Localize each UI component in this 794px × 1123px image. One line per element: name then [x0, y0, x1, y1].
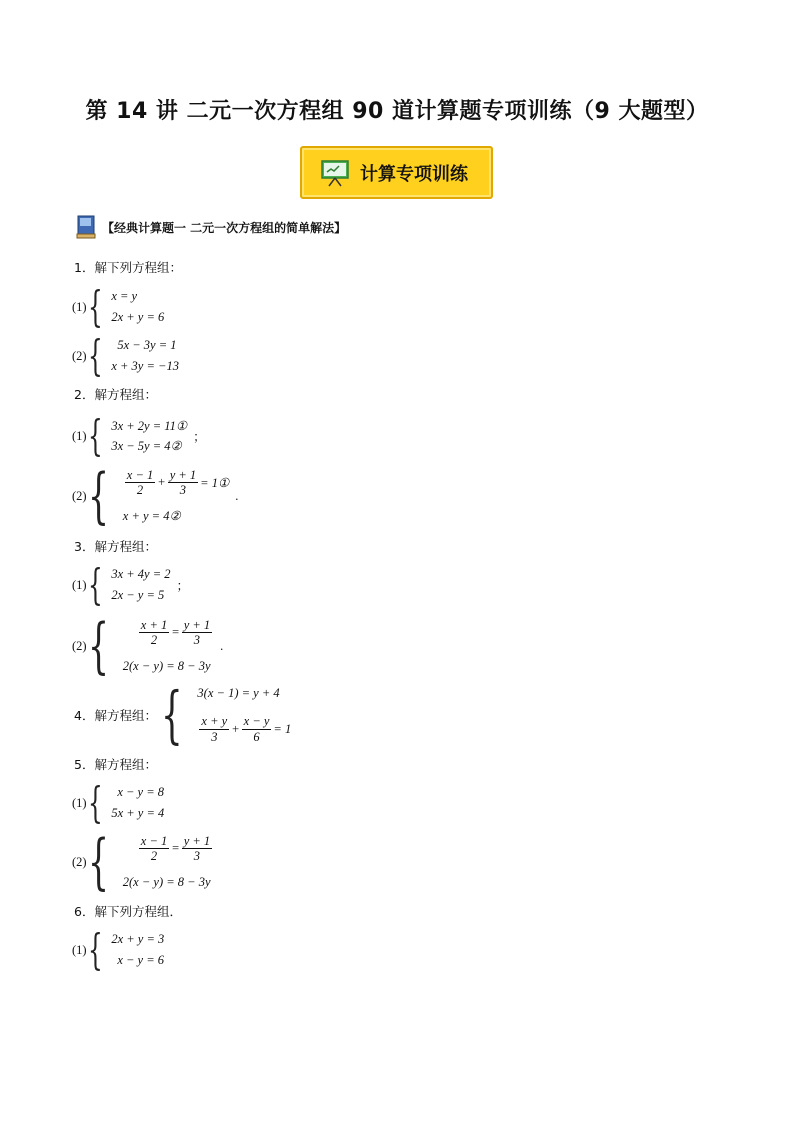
fraction-numerator: x + 1 — [140, 618, 168, 632]
section-title: 【经典计算题一 二元一次方程组的简单解法】 — [102, 220, 347, 235]
fraction-numerator: y + 1 — [183, 618, 211, 632]
equation-line: 3x + 4y = 2 — [111, 567, 171, 581]
banner-label: 计算专项训练 — [360, 163, 468, 185]
system-q3-1 — [72, 560, 190, 609]
equation-line: x − y = 6 — [117, 953, 165, 967]
question-6-stem: 6．解下列方程组． — [74, 904, 182, 919]
plus-sign: + — [157, 475, 166, 490]
equation-line: 2(x − y) = 8 − 3y — [122, 659, 211, 673]
question-5-stem: 5．解方程组： — [74, 757, 157, 772]
question-2-stem: 2．解方程组： — [74, 387, 157, 402]
equation-line: x + 3y = −13 — [111, 359, 179, 373]
system-label: (1) — [72, 942, 87, 957]
equation-line: 5x + y = 4 — [111, 806, 165, 820]
plus-sign: + — [231, 721, 240, 736]
fraction — [199, 714, 229, 744]
brace-symbol: { — [87, 827, 109, 897]
system-label: (2) — [72, 488, 87, 503]
fraction-denominator: 3 — [211, 729, 218, 744]
fraction-numerator: x − y — [243, 714, 270, 729]
section-heading — [74, 214, 346, 240]
system-q4 — [74, 678, 292, 751]
system-q2-2 — [72, 461, 239, 531]
question-3-stem: 3．解方程组： — [74, 539, 157, 554]
punctuation: . — [235, 488, 239, 503]
equation-line: 2x + y = 6 — [111, 310, 165, 324]
equation-line: 2x + y = 3 — [111, 932, 165, 946]
fraction-denominator: 2 — [136, 483, 144, 498]
equation-rest: = 1① — [200, 475, 230, 490]
system-q2-1 — [72, 411, 206, 460]
fraction — [182, 618, 212, 648]
equation-line: x + y = 4② — [122, 509, 181, 523]
presentation-board-icon — [320, 159, 350, 187]
fraction-denominator: 2 — [150, 849, 158, 864]
fraction-numerator: x + y — [201, 714, 228, 729]
brace-symbol: { — [87, 925, 103, 974]
fraction-denominator: 2 — [150, 633, 158, 648]
fraction-numerator: y + 1 — [183, 834, 211, 848]
page-title: 第 14 讲 二元一次方程组 90 道计算题专项训练（9 大题型） — [85, 99, 709, 124]
punctuation: ； — [176, 579, 190, 593]
system-label: (2) — [72, 638, 87, 653]
brace-symbol: { — [87, 560, 103, 609]
brace-symbol: { — [87, 611, 109, 681]
fraction — [182, 834, 212, 864]
system-q1-1 — [72, 282, 165, 331]
fraction — [125, 468, 155, 498]
equals-sign: = — [171, 625, 180, 640]
fraction — [242, 714, 272, 744]
equation-line: 3(x − 1) = y + 4 — [197, 686, 280, 700]
fraction-denominator: 6 — [253, 729, 260, 744]
system-label: (1) — [72, 577, 87, 592]
fraction-denominator: 3 — [179, 483, 187, 498]
equation-line: 3x − 5y = 4② — [111, 439, 182, 453]
brace-symbol: { — [160, 678, 183, 751]
brace-symbol: { — [87, 411, 103, 460]
system-q1-2 — [72, 331, 179, 380]
equation-line: 3x + 2y = 11① — [111, 419, 188, 433]
system-label: (1) — [72, 299, 87, 314]
book-icon — [74, 214, 98, 240]
system-label: (2) — [72, 348, 87, 363]
fraction-numerator: x − 1 — [140, 834, 168, 848]
equation-line: 2(x − y) = 8 − 3y — [122, 875, 211, 889]
system-q6-1 — [72, 925, 165, 974]
punctuation: ； — [193, 430, 206, 444]
system-label: (2) — [72, 854, 87, 869]
fraction-numerator: x − 1 — [126, 468, 154, 482]
equation-line: x = y — [111, 289, 138, 303]
system-label: (1) — [72, 428, 87, 443]
brace-symbol: { — [87, 331, 103, 380]
system-q5-1 — [72, 778, 165, 827]
system-label: (1) — [72, 795, 87, 810]
brace-symbol: { — [87, 778, 103, 827]
equation-rest: = 1 — [273, 721, 292, 736]
fraction — [139, 618, 169, 648]
fraction — [139, 834, 169, 864]
brace-symbol: { — [87, 282, 103, 331]
fraction-denominator: 3 — [193, 849, 201, 864]
system-q5-2 — [72, 827, 214, 897]
section-banner — [300, 146, 493, 199]
equation-line: x − y = 8 — [117, 785, 165, 799]
system-q3-2 — [72, 611, 224, 681]
fraction-numerator: y + 1 — [169, 468, 197, 482]
equals-sign: = — [171, 841, 180, 856]
fraction-denominator: 3 — [193, 633, 201, 648]
question-1-stem: 1．解下列方程组： — [74, 260, 182, 275]
punctuation: . — [220, 638, 224, 653]
fraction — [168, 468, 198, 498]
equation-line: 2x − y = 5 — [111, 588, 165, 602]
equation-line: 5x − 3y = 1 — [117, 338, 177, 352]
question-4-stem: 4．解方程组： — [74, 708, 157, 723]
brace-symbol: { — [87, 461, 109, 531]
